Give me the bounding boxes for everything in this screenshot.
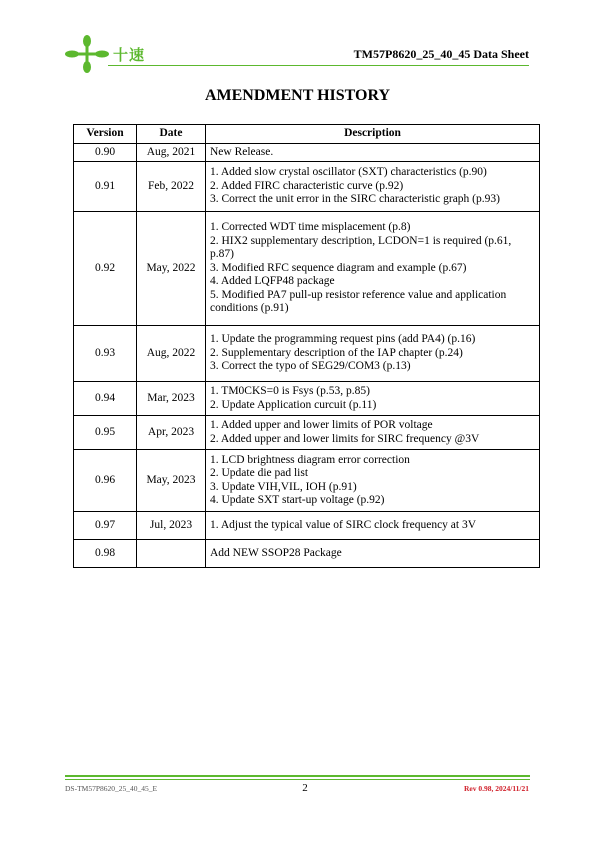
description-cell [206, 512, 540, 540]
description-line: 1. Added slow crystal oscillator (SXT) characteristics (p.90) [210, 166, 487, 179]
description-line: 2. Added FIRC characteristic curve (p.92) [210, 179, 404, 192]
brand-name: 十速 [113, 46, 146, 64]
description-line: 5. Modified PA7 pull-up resistor reference value and application conditions (p.91) [210, 288, 507, 315]
description-line: Add NEW SSOP28 Package [210, 546, 342, 559]
footer-divider-thin [65, 779, 530, 780]
table-row [74, 143, 540, 162]
version-cell: 0.94 [74, 382, 137, 416]
description-cell [206, 162, 540, 212]
date-cell [137, 540, 206, 568]
table-row [74, 212, 540, 326]
description-line: 3. Update VIH,VIL, IOH (p.91) [210, 480, 357, 493]
description-cell [206, 212, 540, 326]
description-line: 1. Update the programming request pins (add PA4) (p.16) [210, 333, 476, 346]
date-cell: Apr, 2023 [137, 416, 206, 450]
description-line: 4. Added LQFP48 package [210, 275, 335, 288]
description-cell [206, 326, 540, 382]
revision-info: Rev 0.98, 2024/11/21 [464, 784, 529, 793]
date-cell: May, 2022 [137, 212, 206, 326]
table-header-row [74, 125, 540, 144]
version-cell: 0.97 [74, 512, 137, 540]
date-cell: Mar, 2023 [137, 382, 206, 416]
table-row [74, 540, 540, 568]
version-cell: 0.92 [74, 212, 137, 326]
table-row [74, 512, 540, 540]
page-title: AMENDMENT HISTORY [204, 87, 391, 104]
description-line: New Release. [210, 145, 274, 158]
header-divider [108, 65, 529, 66]
version-cell: 0.95 [74, 416, 137, 450]
description-line: 2. Update die pad list [210, 467, 309, 479]
date-cell: Aug, 2021 [137, 143, 206, 162]
description-line: 2. Supplementary description of the IAP chapter (p.24) [210, 346, 463, 359]
table-row [74, 382, 540, 416]
description-line: 2. Added upper and lower limits for SIRC frequency @3V [210, 432, 480, 445]
version-cell: 0.96 [74, 450, 137, 512]
doc-title: TM57P8620_25_40_45 Data Sheet [353, 47, 529, 61]
description-line: 1. LCD brightness diagram error correction [210, 453, 410, 466]
table-row [74, 416, 540, 450]
column-header-date: Date [137, 125, 206, 144]
tenx-logo-icon [65, 34, 109, 74]
description-line: 4. Update SXT start-up voltage (p.92) [210, 494, 385, 506]
description-line: 2. Update Application curcuit (p.11) [210, 398, 377, 411]
description-cell [206, 382, 540, 416]
description-line: 1. TM0CKS=0 is Fsys (p.53, p.85) [210, 385, 370, 397]
amendment-history-table [73, 124, 540, 568]
column-header-version: Version [74, 125, 137, 144]
table-row [74, 326, 540, 382]
table-row [74, 450, 540, 512]
description-line: 2. HIX2 supplementary description, LCDON=1 is required (p.61, p.87) [210, 234, 512, 261]
version-cell: 0.90 [74, 143, 137, 162]
page-number: 2 [302, 782, 308, 794]
description-line: 1. Corrected WDT time misplacement (p.8) [210, 221, 411, 234]
column-header-description: Description [206, 125, 540, 144]
table-row [74, 162, 540, 212]
date-cell: Jul, 2023 [137, 512, 206, 540]
description-line: 3. Correct the unit error in the SIRC characteristic graph (p.93) [210, 193, 500, 206]
description-cell [206, 416, 540, 450]
footer-divider [65, 775, 530, 777]
description-cell [206, 450, 540, 512]
description-line: 3. Correct the typo of SEG29/COM3 (p.13) [210, 360, 411, 373]
description-line: 1. Adjust the typical value of SIRC clock frequency at 3V [210, 518, 477, 531]
version-cell: 0.91 [74, 162, 137, 212]
description-cell [206, 540, 540, 568]
description-line: 3. Modified RFC sequence diagram and example (p.67) [210, 261, 467, 274]
version-cell: 0.98 [74, 540, 137, 568]
date-cell: Feb, 2022 [137, 162, 206, 212]
date-cell: Aug, 2022 [137, 326, 206, 382]
date-cell: May, 2023 [137, 450, 206, 512]
description-cell [206, 143, 540, 162]
description-line: 1. Added upper and lower limits of POR voltage [210, 419, 433, 431]
doc-code: DS-TM57P8620_25_40_45_E [65, 784, 158, 793]
version-cell: 0.93 [74, 326, 137, 382]
